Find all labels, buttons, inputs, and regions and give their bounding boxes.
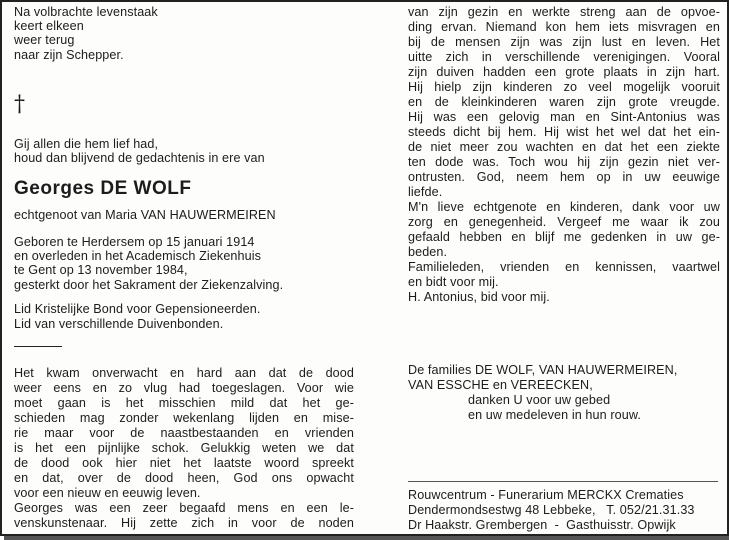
families-line: De families DE WOLF, VAN HAUWERMEIREN, — [408, 363, 678, 377]
families-line: VAN ESSCHE en VEREECKEN, — [408, 378, 593, 392]
text-line: liefde. — [408, 185, 443, 199]
text-line: Georges was een zeer begaafd mens en een le- — [14, 501, 354, 515]
text-line: schieden mag zonder wekenlang lijden en mise- — [14, 411, 354, 425]
deceased-name: Georges DE WOLF — [14, 178, 192, 199]
text-line: Hij hielp zijn kinderen zo veel mogelijk vooruit — [408, 80, 720, 94]
text-line: ding ervan. Niemand kon hem iets misvragen en — [408, 20, 720, 34]
text-line: en bidt voor mij. — [408, 275, 499, 289]
families-line: danken U voor uw gebed — [468, 393, 611, 407]
life-line: en overleden in het Academisch Ziekenhuis — [14, 249, 262, 263]
text-line: zijn duiven hadden een grote plaats in zijn hart. — [408, 65, 720, 79]
life-line: te Gent op 13 november 1984, — [14, 263, 188, 277]
remembrance-line: Gij allen die hem lief had, — [14, 137, 159, 151]
poem-line: keert elkeen — [14, 19, 84, 33]
funeral-address-line: Dendermondsestwg 48 Lebbeke, T. 052/21.31.33 — [408, 503, 695, 517]
text-line: zorg en genegenheid. Vergeef me waar ik zou — [408, 215, 720, 229]
text-line: de dood ook hier niet het laatste woord spreekt — [14, 456, 354, 470]
cross-icon: † — [14, 92, 25, 117]
text-line: steeds dicht bij hem. Hij wist het wel dat het ein- — [408, 125, 720, 139]
funeral-address-line: Dr Haakstr. Grembergen - Gasthuisstr. Opwijk — [408, 518, 676, 532]
text-line: rie maar voor de naastbestaanden en vrienden — [14, 426, 354, 440]
text-line: en de kleinkinderen waren zijn grote vreugde. — [408, 95, 720, 109]
life-line: gesterkt door het Sakrament der Ziekenzalving. — [14, 278, 284, 292]
poem-line: naar zijn Schepper. — [14, 48, 124, 62]
text-line: moet gaan is het misschien mild dat het ge- — [14, 396, 354, 410]
text-line: beden. — [408, 245, 448, 259]
text-line: uitte zich in verschillende verenigingen. Vooral — [408, 50, 720, 64]
text-line: voor een nieuw en eeuwig leven. — [14, 486, 201, 500]
text-line: ontrusten. God, neem hem op in uw eeuwige — [408, 170, 720, 184]
text-line: de niet meer zou wachten en dat het een ziekte — [408, 140, 720, 154]
text-line: H. Antonius, bid voor mij. — [408, 290, 550, 304]
text-line: ten dode was. Toch wou hij zijn gezin niet ver- — [408, 155, 720, 169]
life-line: Geboren te Herdersem op 15 januari 1914 — [14, 235, 255, 249]
text-line: venskunstenaar. Hij zette zich in voor de noden — [14, 516, 354, 530]
poem-line: weer terug — [14, 33, 75, 47]
membership-line: Lid van verschillende Duivenbonden. — [14, 317, 224, 331]
text-line: M'n lieve echtgenote en kinderen, dank voor uw — [408, 200, 720, 214]
text-line: is het een pijnlijke schok. Gelukkig weten we dat — [14, 441, 354, 455]
funeral-home-line: Rouwcentrum - Funerarium MERCKX Crematies — [408, 488, 684, 502]
text-line: weer eens en zo vlug had toegeslagen. Voor wie — [14, 381, 354, 395]
text-line: van zijn gezin en werkte streng aan de opvoe- — [408, 5, 720, 19]
poem-line: Na volbrachte levenstaak — [14, 5, 158, 19]
divider — [408, 481, 718, 482]
spouse-line: echtgenoot van Maria VAN HAUWERMEIREN — [14, 208, 276, 222]
text-line: Het kwam onverwacht en hard aan dat de dood — [14, 366, 354, 380]
divider — [14, 346, 62, 347]
remembrance-line: houd dan blijvend de gedachtenis in ere van — [14, 151, 265, 165]
text-line: en dat, over de dood heen, God ons opwacht — [14, 471, 354, 485]
text-line: gefaald hebben en blijf me gedenken in uw ge- — [408, 230, 720, 244]
text-line: Hij was een gelovig man en Sint-Antonius was — [408, 110, 720, 124]
families-line: en uw medeleven in hun rouw. — [468, 408, 641, 422]
text-line: Familieleden, vrienden en kennissen, vaartwel — [408, 260, 720, 274]
text-line: bij de mensen zijn was zijn lust en leven. Het — [408, 35, 720, 49]
membership-line: Lid Kristelijke Bond voor Gepensioneerden. — [14, 302, 261, 316]
